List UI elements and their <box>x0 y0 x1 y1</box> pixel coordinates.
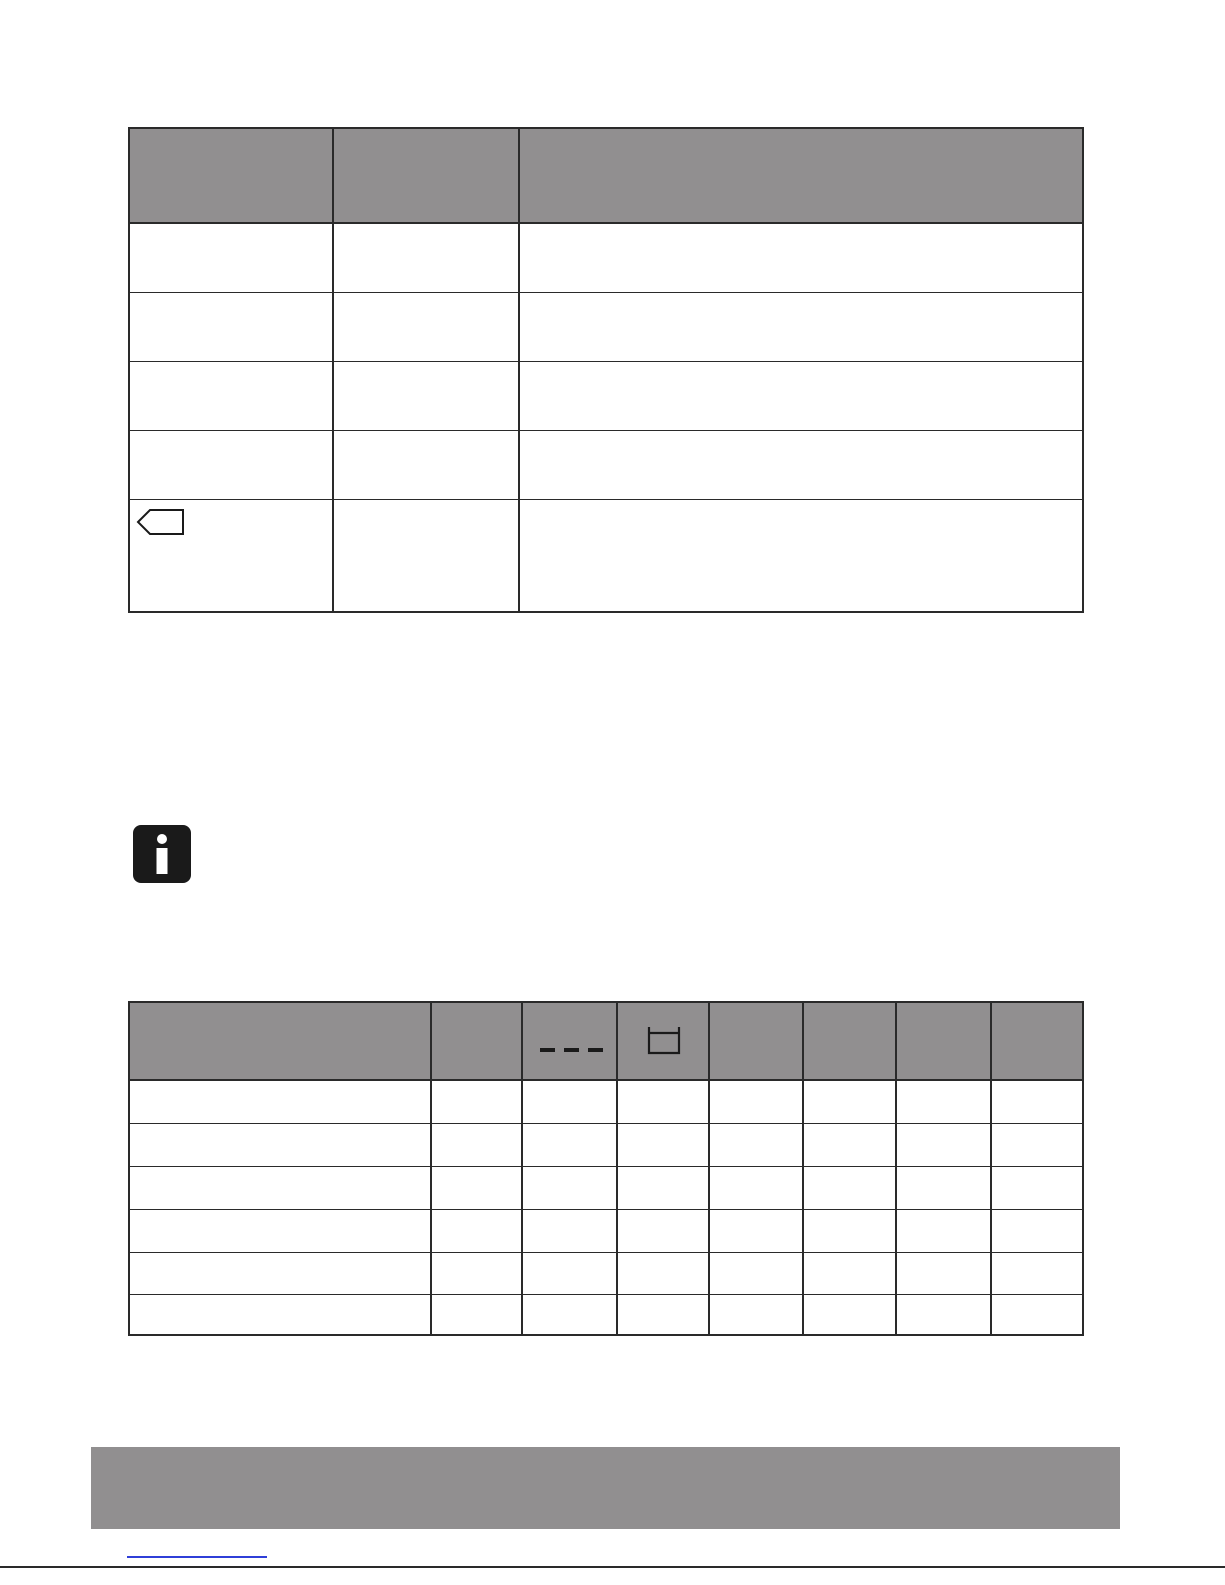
table-row <box>130 500 1082 613</box>
column-divider <box>332 129 334 611</box>
tray-icon <box>646 1025 682 1060</box>
table-row <box>130 1167 1082 1210</box>
page-divider <box>0 1566 1225 1568</box>
features-table <box>128 127 1084 613</box>
table-row <box>130 224 1082 293</box>
column-divider <box>430 1003 432 1334</box>
footer-link-underline[interactable] <box>127 1556 267 1558</box>
programme-table <box>128 1001 1084 1336</box>
table-header <box>130 129 1082 224</box>
table-row <box>130 1295 1082 1338</box>
column-divider <box>990 1003 992 1334</box>
table-row <box>130 1252 1082 1295</box>
column-divider <box>895 1003 897 1334</box>
table-header <box>130 1003 1082 1081</box>
column-divider <box>518 129 520 611</box>
column-divider <box>802 1003 804 1334</box>
table-row <box>130 1124 1082 1167</box>
table-row <box>130 1081 1082 1124</box>
footer-band <box>91 1447 1120 1529</box>
table-row <box>130 1210 1082 1253</box>
column-divider <box>521 1003 523 1334</box>
table-row <box>130 431 1082 500</box>
table-row <box>130 293 1082 362</box>
dashed-line-icon <box>540 1041 604 1059</box>
tag-outline-icon <box>136 508 186 541</box>
info-icon <box>133 825 191 883</box>
column-divider <box>708 1003 710 1334</box>
table-row <box>130 362 1082 431</box>
column-divider <box>616 1003 618 1334</box>
